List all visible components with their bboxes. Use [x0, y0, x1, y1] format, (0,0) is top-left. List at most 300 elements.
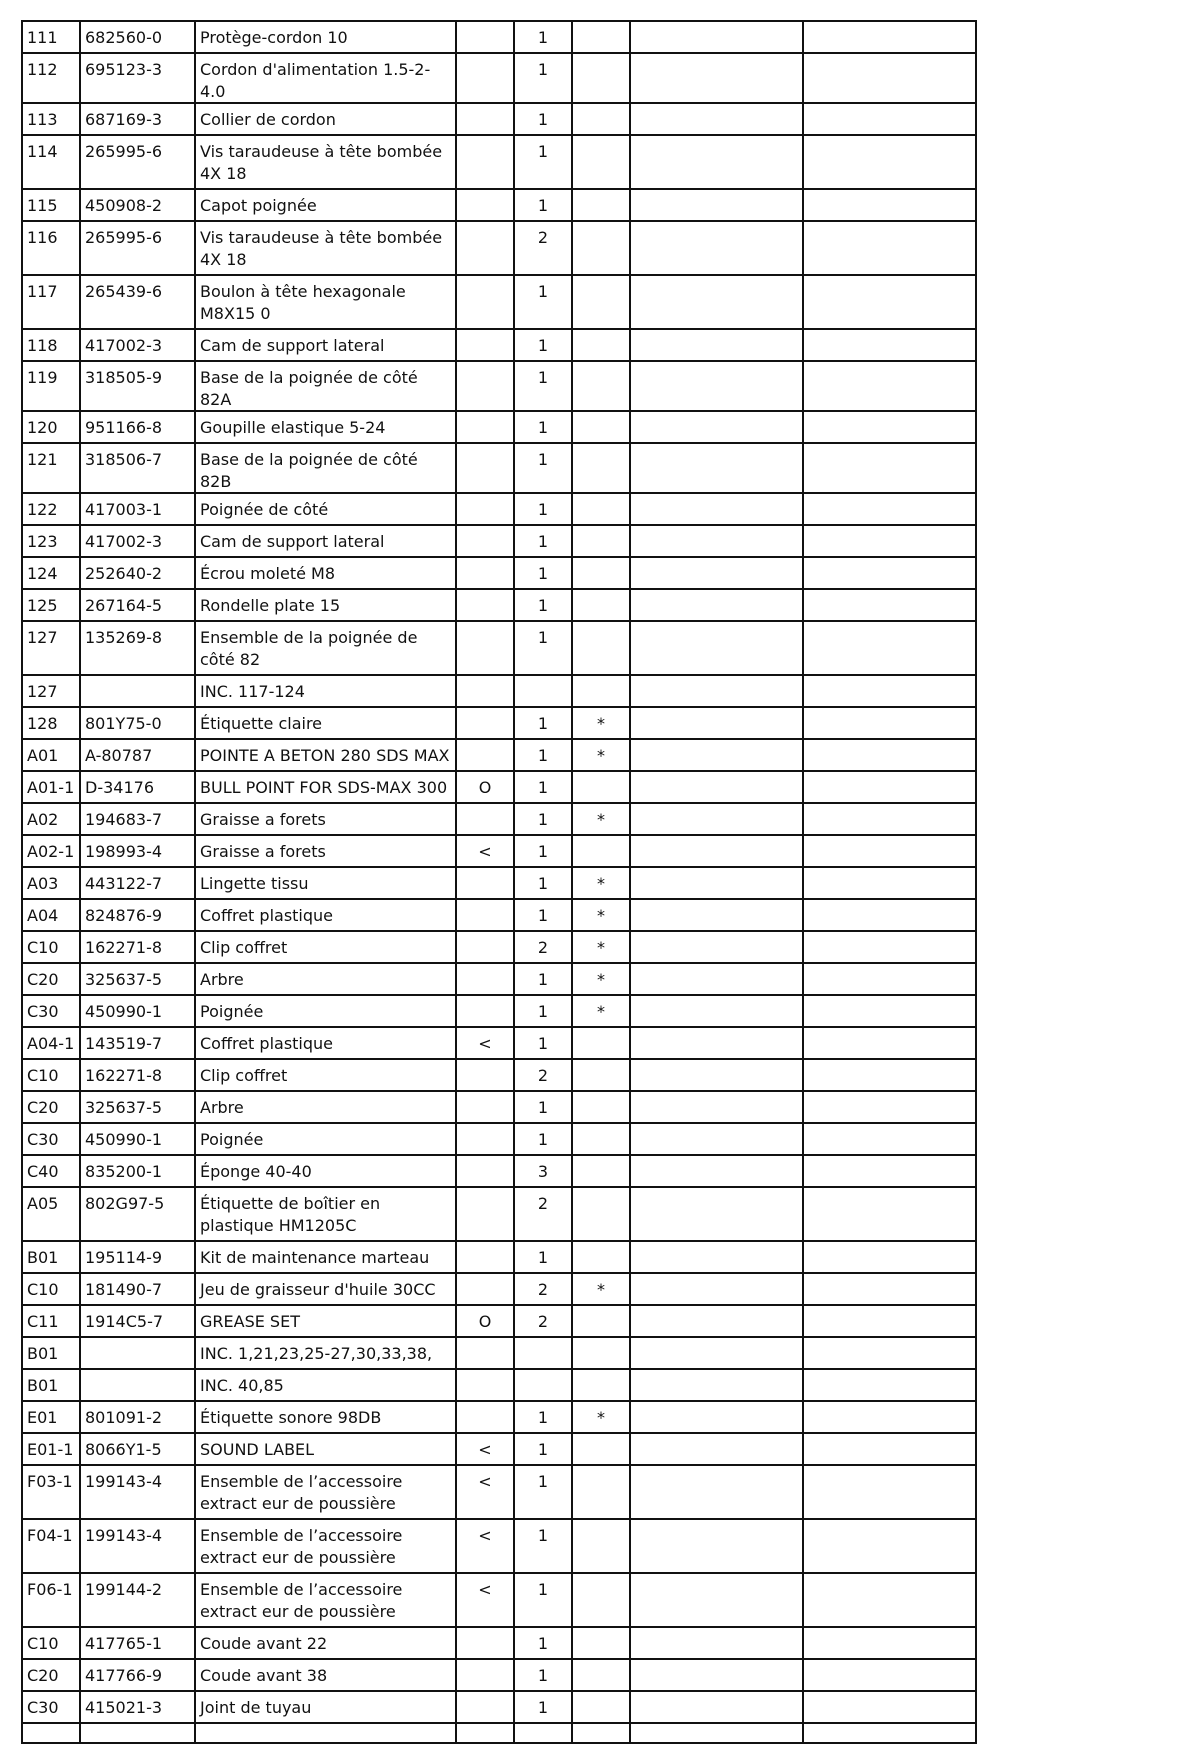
empty-cell [803, 557, 976, 589]
quantity-cell: 1 [514, 1123, 572, 1155]
note-marker-cell [456, 867, 514, 899]
part-number-cell: 265995-6 [80, 135, 195, 189]
empty-cell [630, 1573, 803, 1627]
empty-cell [803, 361, 976, 411]
part-number-cell: 450990-1 [80, 1123, 195, 1155]
asterisk-marker-cell [572, 411, 630, 443]
item-number-cell: F04-1 [22, 1519, 80, 1573]
note-marker-cell [456, 995, 514, 1027]
empty-cell [195, 1723, 456, 1743]
empty-cell [803, 329, 976, 361]
item-number-cell: 118 [22, 329, 80, 361]
empty-cell [803, 621, 976, 675]
part-number-cell: 8066Y1-5 [80, 1433, 195, 1465]
table-row [22, 1273, 976, 1305]
empty-cell [803, 1723, 976, 1743]
note-marker-cell [456, 135, 514, 189]
empty-cell [630, 1091, 803, 1123]
quantity-cell: 2 [514, 931, 572, 963]
empty-cell [803, 275, 976, 329]
note-marker-cell: < [456, 1519, 514, 1573]
empty-cell [803, 739, 976, 771]
empty-cell [630, 329, 803, 361]
empty-cell [630, 275, 803, 329]
part-number-cell: 162271-8 [80, 931, 195, 963]
asterisk-marker-cell [572, 1155, 630, 1187]
empty-cell [803, 1305, 976, 1337]
empty-cell [803, 1027, 976, 1059]
quantity-cell: 1 [514, 1573, 572, 1627]
item-number-cell: C30 [22, 995, 80, 1027]
empty-cell [803, 867, 976, 899]
empty-cell [803, 135, 976, 189]
note-marker-cell [456, 589, 514, 621]
empty-cell [803, 1091, 976, 1123]
description-cell: Ensemble de l’accessoire extract eur de poussière [195, 1573, 456, 1627]
empty-cell [630, 525, 803, 557]
description-cell: Coffret plastique [195, 1027, 456, 1059]
note-marker-cell: < [456, 1465, 514, 1519]
asterisk-marker-cell [572, 1059, 630, 1091]
empty-cell [630, 1401, 803, 1433]
note-marker-cell [456, 1091, 514, 1123]
quantity-cell: 1 [514, 995, 572, 1027]
empty-cell [803, 963, 976, 995]
quantity-cell: 1 [514, 493, 572, 525]
empty-cell [803, 995, 976, 1027]
asterisk-marker-cell [572, 1465, 630, 1519]
quantity-cell: 1 [514, 53, 572, 103]
asterisk-marker-cell [572, 1433, 630, 1465]
part-number-cell: 802G97-5 [80, 1187, 195, 1241]
item-number-cell: A02-1 [22, 835, 80, 867]
item-number-cell: 121 [22, 443, 80, 493]
part-number-cell: D-34176 [80, 771, 195, 803]
part-number-cell: 695123-3 [80, 53, 195, 103]
note-marker-cell [456, 931, 514, 963]
empty-cell [803, 1059, 976, 1091]
empty-cell [630, 931, 803, 963]
part-number-cell: 194683-7 [80, 803, 195, 835]
item-number-cell: C20 [22, 1659, 80, 1691]
description-cell: POINTE A BETON 280 SDS MAX [195, 739, 456, 771]
asterisk-marker-cell [572, 493, 630, 525]
asterisk-marker-cell: * [572, 995, 630, 1027]
note-marker-cell [456, 21, 514, 53]
item-number-cell: 112 [22, 53, 80, 103]
empty-cell [630, 135, 803, 189]
empty-cell [630, 1433, 803, 1465]
part-number-cell: 415021-3 [80, 1691, 195, 1723]
table-row [22, 739, 976, 771]
item-number-cell: 113 [22, 103, 80, 135]
note-marker-cell: < [456, 835, 514, 867]
quantity-cell: 1 [514, 329, 572, 361]
quantity-cell: 1 [514, 739, 572, 771]
description-cell: Cam de support lateral [195, 329, 456, 361]
empty-cell [630, 103, 803, 135]
empty-cell [803, 1155, 976, 1187]
table-row [22, 361, 976, 411]
part-number-cell: 143519-7 [80, 1027, 195, 1059]
part-number-cell: 318506-7 [80, 443, 195, 493]
note-marker-cell [456, 1659, 514, 1691]
table-row [22, 1241, 976, 1273]
description-cell: Coude avant 22 [195, 1627, 456, 1659]
quantity-cell: 2 [514, 1187, 572, 1241]
quantity-cell: 1 [514, 707, 572, 739]
quantity-cell: 1 [514, 103, 572, 135]
empty-cell [803, 1659, 976, 1691]
description-cell: Graisse a forets [195, 835, 456, 867]
quantity-cell: 1 [514, 771, 572, 803]
note-marker-cell [456, 221, 514, 275]
empty-cell [630, 739, 803, 771]
quantity-cell: 1 [514, 443, 572, 493]
empty-cell [803, 1187, 976, 1241]
part-number-cell: 417002-3 [80, 525, 195, 557]
item-number-cell: B01 [22, 1337, 80, 1369]
note-marker-cell [456, 1273, 514, 1305]
empty-cell [572, 1723, 630, 1743]
empty-cell [630, 899, 803, 931]
empty-cell [456, 1723, 514, 1743]
description-cell: Coude avant 38 [195, 1659, 456, 1691]
table-row [22, 53, 976, 103]
empty-cell [803, 1573, 976, 1627]
part-number-cell: 181490-7 [80, 1273, 195, 1305]
quantity-cell [514, 1337, 572, 1369]
table-row [22, 1337, 976, 1369]
item-number-cell: 119 [22, 361, 80, 411]
empty-cell [803, 189, 976, 221]
empty-cell [630, 1305, 803, 1337]
description-cell: Vis taraudeuse à tête bombée 4X 18 [195, 221, 456, 275]
description-cell: Base de la poignée de côté 82B [195, 443, 456, 493]
description-cell: Étiquette de boîtier en plastique HM1205C [195, 1187, 456, 1241]
description-cell: Rondelle plate 15 [195, 589, 456, 621]
part-number-cell: 265439-6 [80, 275, 195, 329]
quantity-cell: 1 [514, 621, 572, 675]
part-number-cell: 267164-5 [80, 589, 195, 621]
note-marker-cell [456, 1123, 514, 1155]
description-cell: Ensemble de la poignée de côté 82 [195, 621, 456, 675]
part-number-cell: 417002-3 [80, 329, 195, 361]
quantity-cell: 1 [514, 803, 572, 835]
asterisk-marker-cell [572, 1519, 630, 1573]
empty-cell [630, 771, 803, 803]
part-number-cell: 417766-9 [80, 1659, 195, 1691]
description-cell: INC. 40,85 [195, 1369, 456, 1401]
quantity-cell: 1 [514, 1091, 572, 1123]
part-number-cell: A-80787 [80, 739, 195, 771]
item-number-cell: C30 [22, 1123, 80, 1155]
note-marker-cell [456, 103, 514, 135]
part-number-cell: 824876-9 [80, 899, 195, 931]
note-marker-cell [456, 493, 514, 525]
table-row [22, 103, 976, 135]
item-number-cell: 123 [22, 525, 80, 557]
description-cell: Jeu de graisseur d'huile 30CC [195, 1273, 456, 1305]
quantity-cell: 1 [514, 21, 572, 53]
item-number-cell: F06-1 [22, 1573, 80, 1627]
asterisk-marker-cell [572, 1573, 630, 1627]
item-number-cell: A05 [22, 1187, 80, 1241]
asterisk-marker-cell [572, 189, 630, 221]
table-row [22, 329, 976, 361]
empty-cell [803, 1241, 976, 1273]
part-number-cell: 450908-2 [80, 189, 195, 221]
empty-cell [630, 1723, 803, 1743]
note-marker-cell [456, 963, 514, 995]
asterisk-marker-cell [572, 221, 630, 275]
note-marker-cell [456, 675, 514, 707]
table-row [22, 835, 976, 867]
empty-cell [630, 707, 803, 739]
empty-cell [803, 803, 976, 835]
note-marker-cell: < [456, 1573, 514, 1627]
asterisk-marker-cell [572, 1337, 630, 1369]
empty-cell [630, 1519, 803, 1573]
description-cell: Boulon à tête hexagonale M8X15 0 [195, 275, 456, 329]
note-marker-cell [456, 899, 514, 931]
empty-cell [803, 1337, 976, 1369]
empty-cell [630, 1027, 803, 1059]
asterisk-marker-cell [572, 1123, 630, 1155]
table-row [22, 525, 976, 557]
empty-cell [803, 525, 976, 557]
description-cell: GREASE SET [195, 1305, 456, 1337]
description-cell: BULL POINT FOR SDS-MAX 300 [195, 771, 456, 803]
quantity-cell [514, 675, 572, 707]
empty-cell [630, 835, 803, 867]
asterisk-marker-cell [572, 1187, 630, 1241]
empty-cell [803, 771, 976, 803]
asterisk-marker-cell [572, 675, 630, 707]
item-number-cell: C10 [22, 1627, 80, 1659]
item-number-cell: B01 [22, 1369, 80, 1401]
table-row [22, 1091, 976, 1123]
empty-cell [630, 1123, 803, 1155]
empty-cell [630, 1627, 803, 1659]
part-number-cell: 801091-2 [80, 1401, 195, 1433]
asterisk-marker-cell: * [572, 931, 630, 963]
parts-list-table [21, 20, 977, 1744]
asterisk-marker-cell [572, 1627, 630, 1659]
note-marker-cell: < [456, 1433, 514, 1465]
asterisk-marker-cell [572, 1091, 630, 1123]
description-cell: Clip coffret [195, 931, 456, 963]
quantity-cell: 1 [514, 1433, 572, 1465]
quantity-cell: 1 [514, 1241, 572, 1273]
empty-cell [630, 1659, 803, 1691]
table-row [22, 1519, 976, 1573]
asterisk-marker-cell [572, 103, 630, 135]
item-number-cell: A02 [22, 803, 80, 835]
empty-cell [803, 1401, 976, 1433]
part-number-cell: 199144-2 [80, 1573, 195, 1627]
quantity-cell: 1 [514, 963, 572, 995]
note-marker-cell [456, 739, 514, 771]
description-cell: INC. 117-124 [195, 675, 456, 707]
empty-cell [630, 21, 803, 53]
part-number-cell: 162271-8 [80, 1059, 195, 1091]
empty-cell [630, 557, 803, 589]
table-row [22, 189, 976, 221]
empty-cell [803, 493, 976, 525]
quantity-cell: 1 [514, 1691, 572, 1723]
description-cell: Arbre [195, 963, 456, 995]
part-number-cell: 325637-5 [80, 1091, 195, 1123]
empty-cell [803, 1519, 976, 1573]
quantity-cell: 1 [514, 835, 572, 867]
asterisk-marker-cell [572, 1691, 630, 1723]
asterisk-marker-cell [572, 525, 630, 557]
part-number-cell: 199143-4 [80, 1519, 195, 1573]
description-cell: Poignée de côté [195, 493, 456, 525]
empty-cell [630, 1465, 803, 1519]
table-row [22, 1123, 976, 1155]
part-number-cell [80, 1337, 195, 1369]
asterisk-marker-cell: * [572, 899, 630, 931]
empty-cell [803, 1123, 976, 1155]
description-cell: Kit de maintenance marteau [195, 1241, 456, 1273]
item-number-cell: E01-1 [22, 1433, 80, 1465]
item-number-cell: 125 [22, 589, 80, 621]
item-number-cell: 117 [22, 275, 80, 329]
empty-cell [630, 621, 803, 675]
description-cell: Poignée [195, 995, 456, 1027]
empty-cell [630, 803, 803, 835]
quantity-cell: 3 [514, 1155, 572, 1187]
table-row [22, 675, 976, 707]
quantity-cell: 2 [514, 1273, 572, 1305]
empty-cell [630, 1691, 803, 1723]
part-number-cell: 252640-2 [80, 557, 195, 589]
item-number-cell: C30 [22, 1691, 80, 1723]
description-cell: Coffret plastique [195, 899, 456, 931]
item-number-cell: A01-1 [22, 771, 80, 803]
description-cell: Clip coffret [195, 1059, 456, 1091]
empty-cell [803, 1627, 976, 1659]
note-marker-cell: O [456, 1305, 514, 1337]
empty-cell [803, 103, 976, 135]
table-row [22, 1155, 976, 1187]
empty-cell [514, 1723, 572, 1743]
asterisk-marker-cell [572, 361, 630, 411]
note-marker-cell [456, 621, 514, 675]
table-row [22, 1659, 976, 1691]
quantity-cell: 1 [514, 411, 572, 443]
table-row [22, 275, 976, 329]
asterisk-marker-cell [572, 329, 630, 361]
empty-cell [803, 221, 976, 275]
item-number-cell: C11 [22, 1305, 80, 1337]
table-row [22, 1369, 976, 1401]
empty-cell [630, 589, 803, 621]
empty-cell [803, 707, 976, 739]
part-number-cell: 198993-4 [80, 835, 195, 867]
asterisk-marker-cell: * [572, 739, 630, 771]
note-marker-cell [456, 1187, 514, 1241]
item-number-cell: 116 [22, 221, 80, 275]
empty-cell [630, 1241, 803, 1273]
asterisk-marker-cell: * [572, 867, 630, 899]
part-number-cell: 835200-1 [80, 1155, 195, 1187]
note-marker-cell [456, 1401, 514, 1433]
empty-cell [630, 1337, 803, 1369]
quantity-cell: 1 [514, 867, 572, 899]
quantity-cell: 2 [514, 1305, 572, 1337]
asterisk-marker-cell [572, 1027, 630, 1059]
table-row [22, 1027, 976, 1059]
note-marker-cell: O [456, 771, 514, 803]
asterisk-marker-cell [572, 443, 630, 493]
note-marker-cell [456, 189, 514, 221]
description-cell: Ensemble de l’accessoire extract eur de poussière [195, 1465, 456, 1519]
note-marker-cell [456, 275, 514, 329]
item-number-cell: 128 [22, 707, 80, 739]
note-marker-cell [456, 1337, 514, 1369]
part-number-cell: 450990-1 [80, 995, 195, 1027]
asterisk-marker-cell [572, 1241, 630, 1273]
note-marker-cell [456, 1691, 514, 1723]
part-number-cell: 325637-5 [80, 963, 195, 995]
empty-cell [803, 899, 976, 931]
table-row [22, 867, 976, 899]
table-row [22, 1433, 976, 1465]
note-marker-cell [456, 525, 514, 557]
empty-cell [803, 1465, 976, 1519]
table-row [22, 1401, 976, 1433]
item-number-cell: F03-1 [22, 1465, 80, 1519]
empty-cell [630, 1155, 803, 1187]
table-row [22, 493, 976, 525]
empty-cell [803, 443, 976, 493]
empty-cell [630, 1273, 803, 1305]
quantity-cell: 2 [514, 1059, 572, 1091]
part-number-cell: 195114-9 [80, 1241, 195, 1273]
asterisk-marker-cell: * [572, 707, 630, 739]
part-number-cell [80, 1369, 195, 1401]
asterisk-marker-cell [572, 621, 630, 675]
quantity-cell: 1 [514, 189, 572, 221]
part-number-cell: 687169-3 [80, 103, 195, 135]
item-number-cell: 122 [22, 493, 80, 525]
item-number-cell: 120 [22, 411, 80, 443]
asterisk-marker-cell: * [572, 1273, 630, 1305]
part-number-cell: 443122-7 [80, 867, 195, 899]
empty-cell [630, 867, 803, 899]
item-number-cell: E01 [22, 1401, 80, 1433]
description-cell: Écrou moleté M8 [195, 557, 456, 589]
table-row [22, 411, 976, 443]
quantity-cell: 1 [514, 275, 572, 329]
table-row [22, 963, 976, 995]
note-marker-cell [456, 1059, 514, 1091]
parts-list-body [22, 21, 976, 1743]
part-number-cell: 318505-9 [80, 361, 195, 411]
table-row [22, 803, 976, 835]
quantity-cell: 1 [514, 1027, 572, 1059]
table-row [22, 1723, 976, 1743]
empty-cell [630, 995, 803, 1027]
item-number-cell: A03 [22, 867, 80, 899]
note-marker-cell [456, 803, 514, 835]
item-number-cell: B01 [22, 1241, 80, 1273]
part-number-cell: 135269-8 [80, 621, 195, 675]
description-cell: Éponge 40-40 [195, 1155, 456, 1187]
